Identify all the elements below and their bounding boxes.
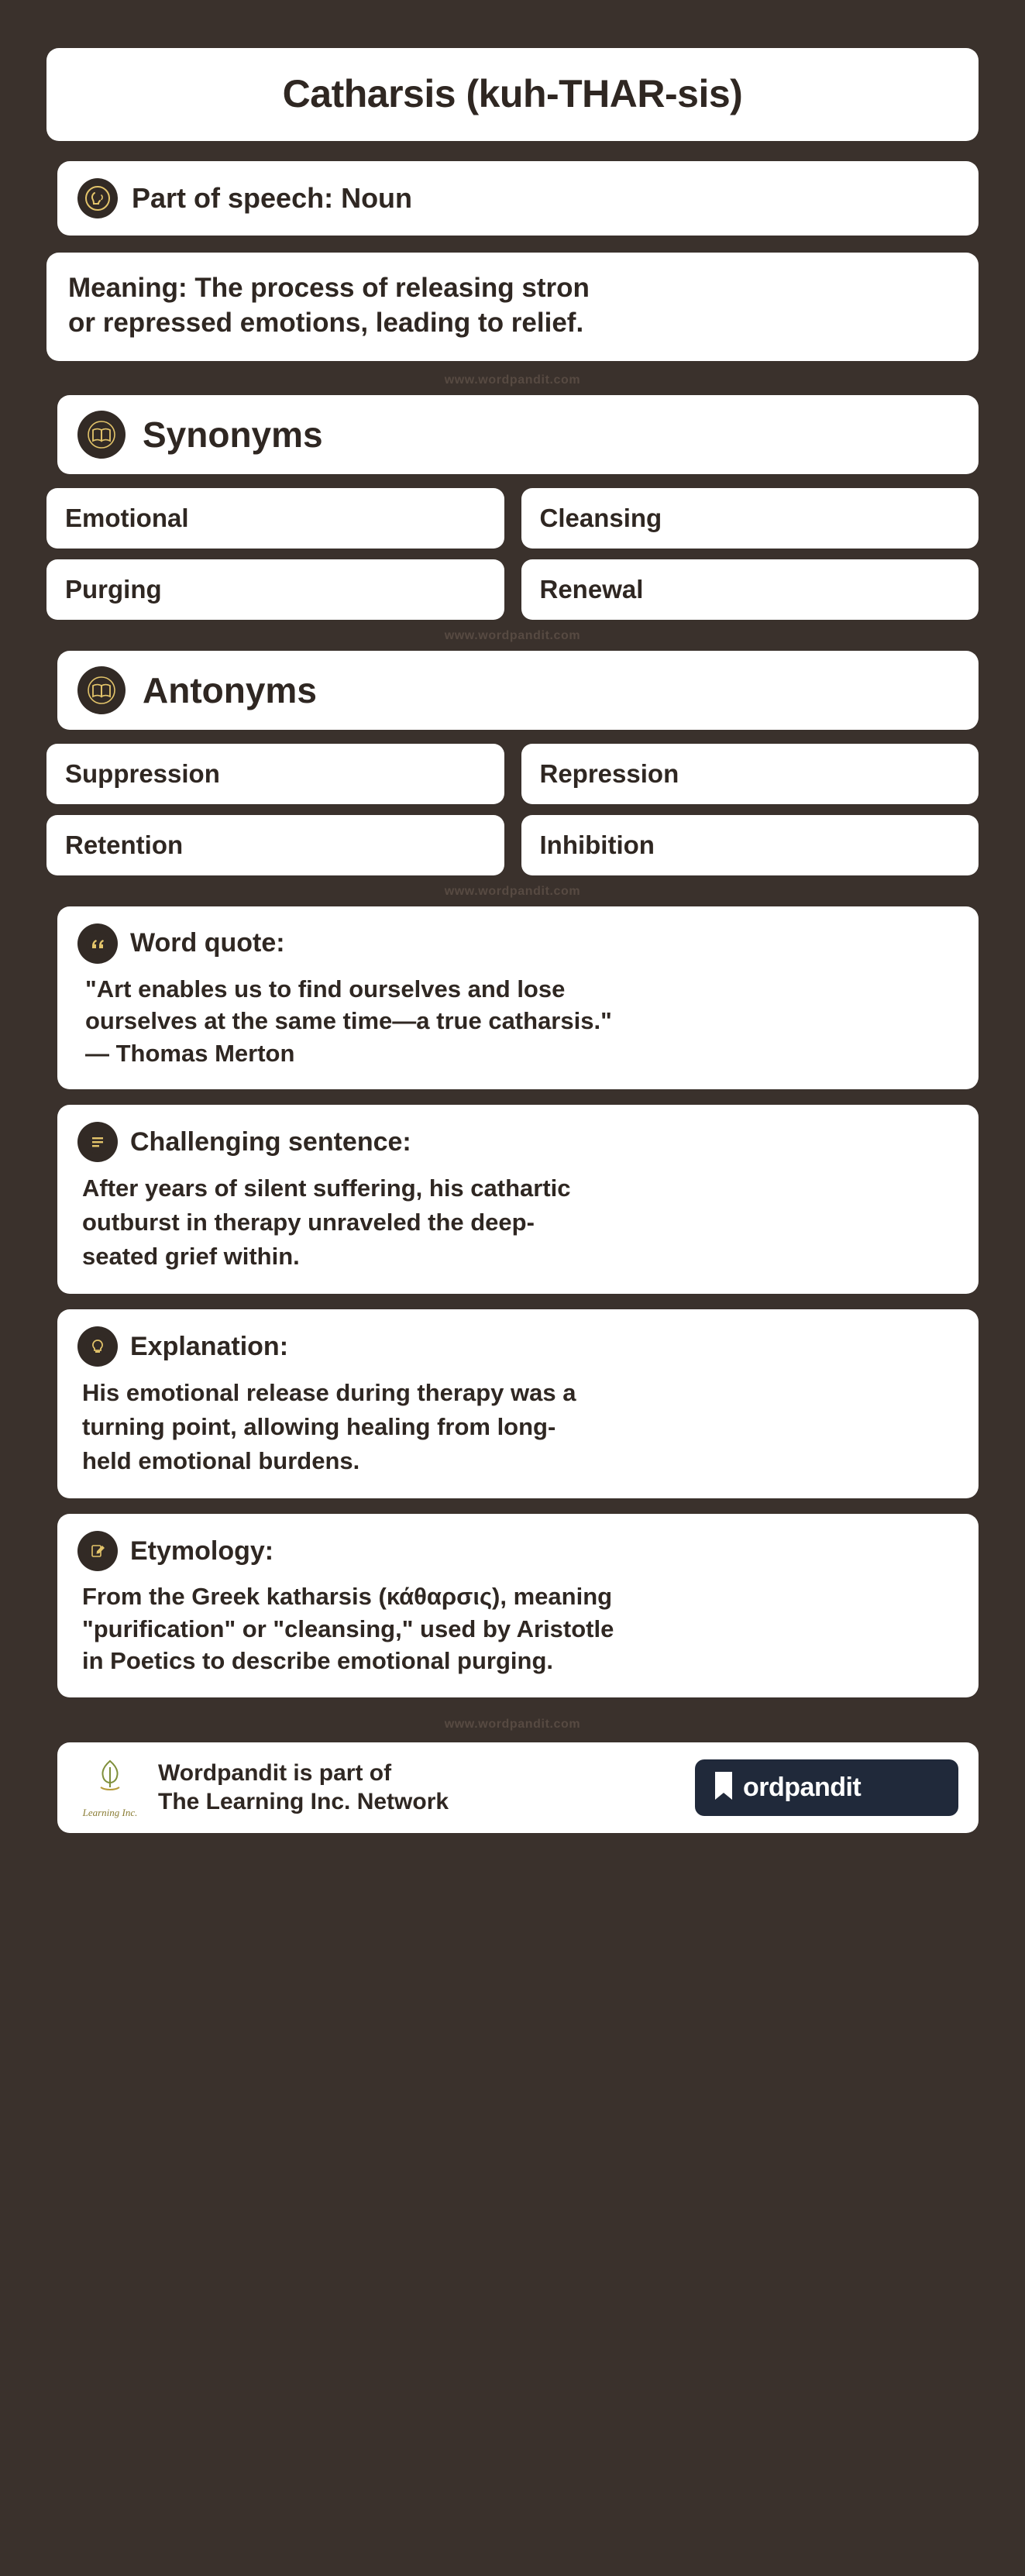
antonym-chip: Retention: [46, 815, 504, 875]
footer-text: [158, 1759, 679, 1817]
word-quote-attribution: — Thomas Merton: [85, 1039, 295, 1067]
word-quote-heading: Word quote:: [130, 928, 285, 958]
footer-line-2: The Learning Inc. Network: [158, 1789, 449, 1815]
wordpandit-badge[interactable]: [695, 1759, 958, 1816]
word-title-card: [46, 48, 979, 141]
word-quote-header: [77, 923, 958, 964]
challenging-sentence-heading: Challenging sentence:: [130, 1126, 411, 1157]
synonym-chip: Cleansing: [521, 488, 979, 549]
explanation-line-3: held emotional burdens.: [82, 1447, 360, 1475]
challenging-sentence-header: [77, 1122, 958, 1162]
lightbulb-icon: [77, 1326, 118, 1367]
synonyms-header-card: [57, 395, 979, 474]
etymology-line-1: From the Greek katharsis (κάθαρσις), meaning: [82, 1583, 613, 1611]
antonym-chip: Inhibition: [521, 815, 979, 875]
synonyms-grid: [46, 488, 979, 620]
learning-inc-tree-icon: [77, 1756, 143, 1819]
quote-icon: [77, 923, 118, 964]
document-lines-icon: [77, 1122, 118, 1162]
part-of-speech-label: Part of speech: Noun: [132, 182, 413, 214]
antonym-chip: Repression: [521, 744, 979, 804]
antonyms-grid: [46, 744, 979, 875]
synonym-chip: Emotional: [46, 488, 504, 549]
antonym-chip: Suppression: [46, 744, 504, 804]
bookmark-icon: [712, 1770, 735, 1805]
footer-card: [57, 1742, 979, 1833]
meaning-card: [46, 253, 979, 361]
synonym-chip: Purging: [46, 559, 504, 620]
explanation-header: [77, 1326, 958, 1367]
meaning-line-1: Meaning: The process of releasing stron: [68, 273, 590, 303]
word-quote-line-2: ourselves at the same time—a true catharsis.": [85, 1007, 612, 1035]
wordpandit-badge-label: ordpandit: [743, 1772, 862, 1802]
explanation-line-2: turning point, allowing healing from long-: [82, 1413, 556, 1441]
footer-logo-caption: Learning Inc.: [82, 1806, 138, 1818]
challenging-sentence-line-3: seated grief within.: [82, 1243, 300, 1271]
explanation-heading: Explanation:: [130, 1331, 289, 1361]
open-book-icon: [77, 411, 126, 459]
speaking-head-icon: [77, 178, 118, 218]
challenging-sentence-line-2: outburst in therapy unraveled the deep-: [82, 1209, 535, 1236]
etymology-line-2: "purification" or "cleansing," used by Aristotle: [82, 1615, 614, 1642]
explanation-card: [57, 1309, 979, 1498]
antonyms-heading: Antonyms: [143, 669, 317, 710]
watermark-2: www.wordpandit.com: [444, 628, 581, 642]
challenging-sentence-line-1: After years of silent suffering, his cathartic: [82, 1175, 571, 1202]
explanation-line-1: His emotional release during therapy was a: [82, 1379, 576, 1407]
synonym-chip: Renewal: [521, 559, 979, 620]
antonyms-header-card: [57, 651, 979, 730]
watermark-3: www.wordpandit.com: [444, 884, 581, 898]
etymology-header: [77, 1531, 958, 1571]
etymology-card: [57, 1514, 979, 1697]
watermark-1: www.wordpandit.com: [444, 373, 581, 387]
watermark-4: www.wordpandit.com: [444, 1717, 581, 1731]
synonyms-heading: Synonyms: [143, 414, 323, 455]
writing-hand-icon: [77, 1531, 118, 1571]
meaning-line-2: or repressed emotions, leading to relief.: [68, 307, 584, 338]
etymology-line-3: in Poetics to describe emotional purging.: [82, 1647, 554, 1675]
word-quote-line-1: "Art enables us to find ourselves and lose: [85, 975, 566, 1003]
page-title: Catharsis (kuh-THAR-sis): [282, 72, 743, 115]
challenging-sentence-card: [57, 1105, 979, 1294]
etymology-heading: Etymology:: [130, 1536, 274, 1566]
footer-line-1: Wordpandit is part of: [158, 1759, 392, 1786]
open-book-icon: [77, 666, 126, 714]
part-of-speech-card: [57, 161, 979, 236]
word-quote-card: [57, 906, 979, 1090]
